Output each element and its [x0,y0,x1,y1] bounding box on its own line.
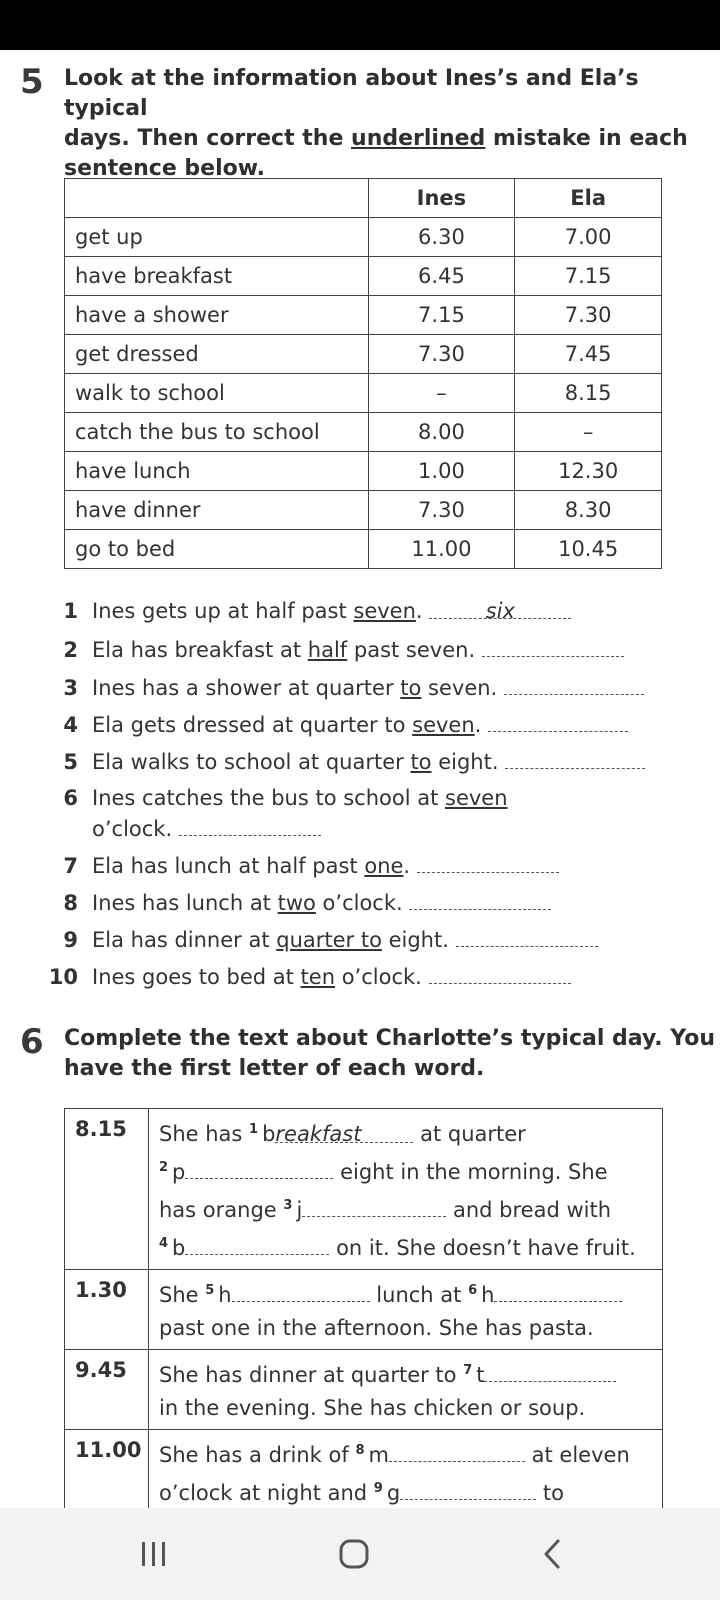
text-cell: She has dinner at quarter to $^7$ t in the evening. She has chicken or soup. [149,1350,663,1430]
time-cell: 8.15 [65,1109,149,1270]
mistake-word: seven [353,599,416,623]
table-header-row [65,179,662,218]
time-cell: 9.45 [65,1350,149,1430]
sentence-8: 8 Ines has lunch at two o’clock. [44,887,694,918]
sentence-2: 2 Ela has breakfast at half past seven. [44,634,694,665]
gap-blank[interactable] [185,1154,333,1179]
table-row [65,218,662,257]
mistake-word: seven [445,786,508,810]
ines-time-cell: 11.00 [368,530,515,569]
text-cell: She $^5$ h lunch at $^6$ h past one in the afternoon. She has pasta. [149,1270,663,1350]
ela-time-cell: – [515,413,662,452]
sentence-7: 7 Ela has lunch at half past one. [44,850,694,881]
sentence-4: 4 Ela gets dressed at quarter to seven. [44,709,694,740]
exercise-6-number: 6 [20,1022,44,1062]
instruction-line: Look at the information about Ines’s and Ela’s typical [64,66,639,121]
ines-time-cell: 8.00 [368,413,515,452]
mistake-word: half [307,638,348,662]
activity-cell: get dressed [65,335,369,374]
activity-cell: catch the bus to school [65,413,369,452]
sentence-10: 10 Ines goes to bed at ten o’clock. [44,961,694,992]
ines-time-cell: 7.15 [368,296,515,335]
table-header-cell [65,179,369,218]
table-row [65,1350,663,1430]
table-row [65,335,662,374]
activity-cell: walk to school [65,374,369,413]
time-cell: 11.00 [65,1430,149,1553]
ines-time-cell: 7.30 [368,335,515,374]
gap-blank[interactable] [302,1192,446,1217]
mistake-word: ten [300,965,336,989]
exercise-6-instruction [64,1024,715,1084]
sentence-9: 9 Ela has dinner at quarter to eight. [44,924,694,955]
gap-blank[interactable] [400,1475,536,1500]
ela-time-cell: 7.45 [515,335,662,374]
answer-blank[interactable] [505,746,645,769]
recent-apps-button[interactable] [134,1536,174,1572]
answer-blank[interactable] [504,672,644,695]
gap-blank[interactable] [484,1357,616,1382]
ela-time-cell: 12.30 [515,452,662,491]
navigation-bar [0,1508,720,1600]
gap-blank[interactable]: reakfast [275,1118,413,1143]
table-row [65,1270,663,1350]
table-row [65,296,662,335]
table-row [65,491,662,530]
ines-time-cell: – [368,374,515,413]
answer-blank[interactable] [456,924,598,947]
gap-blank[interactable] [389,1437,525,1462]
mistake-word: to [410,750,432,774]
instruction-line: have the first letter of each word. [64,1056,485,1081]
table-header-cell: Ines [368,179,515,218]
ines-time-cell: 7.30 [368,491,515,530]
sentence-5: 5 Ela walks to school at quarter to eight. [44,746,694,777]
mistake-word: quarter to [276,928,382,952]
underlined-word: underlined [351,126,486,151]
back-icon [540,1537,564,1571]
table-header-cell: Ela [515,179,662,218]
table-row [65,1109,663,1270]
gap-blank[interactable] [494,1277,622,1302]
instruction-line: sentence below. [64,156,265,181]
recent-apps-icon [139,1539,169,1569]
ines-time-cell: 1.00 [368,452,515,491]
table-row [65,452,662,491]
activity-cell: go to bed [65,530,369,569]
activity-cell: have breakfast [65,257,369,296]
ela-time-cell: 10.45 [515,530,662,569]
exercise-5-instruction [64,64,720,184]
table-row [65,257,662,296]
answer-blank[interactable] [488,709,628,732]
gap-blank[interactable] [185,1230,329,1255]
schedule-table [64,178,662,569]
sentence-6-continuation: o’clock. [44,813,694,844]
mistake-word: seven [412,713,475,737]
text-cell: She has a drink of $^8$ m at eleven o’clock at night and $^9$ g to [149,1430,663,1553]
instruction-line: Complete the text about Charlotte’s typical day. You [64,1026,715,1051]
table-row [65,413,662,452]
ela-time-cell: 7.00 [515,218,662,257]
sentence-1: 1 Ines gets up at half past seven. six [44,596,694,626]
charlotte-day-table [64,1108,663,1553]
mistake-word: one [364,854,404,878]
sentence-3: 3 Ines has a shower at quarter to seven. [44,672,694,703]
table-row [65,530,662,569]
activity-cell: get up [65,218,369,257]
answer-blank[interactable]: six [429,596,571,619]
ines-time-cell: 6.45 [368,257,515,296]
activity-cell: have dinner [65,491,369,530]
mistake-word: to [400,676,422,700]
table-row [65,374,662,413]
back-button[interactable] [534,1536,570,1572]
mistake-word: two [277,891,316,915]
home-icon [337,1537,371,1571]
ela-time-cell: 7.15 [515,257,662,296]
sentence-6: 6 Ines catches the bus to school at seven [63,786,508,810]
ela-time-cell: 8.30 [515,491,662,530]
gap-blank[interactable] [232,1277,370,1302]
answer-blank[interactable] [179,813,321,836]
text-cell: She has $^1$ breakfast at quarter $^2$ p eight in the morning. She has orange $^3$ j and bread with $^4$ b on it. She doesn’t have fruit. [149,1109,663,1270]
answer-blank[interactable] [417,850,559,873]
answer-blank[interactable] [482,634,624,657]
exercise-5-number: 5 [20,62,44,102]
activity-cell: have lunch [65,452,369,491]
instruction-line: days. Then correct the underlined mistake in each [64,126,688,151]
home-button[interactable] [332,1536,376,1572]
ela-time-cell: 7.30 [515,296,662,335]
ines-time-cell: 6.30 [368,218,515,257]
ela-time-cell: 8.15 [515,374,662,413]
time-cell: 1.30 [65,1270,149,1350]
activity-cell: have a shower [65,296,369,335]
answer-blank[interactable] [409,887,551,910]
answer-blank[interactable] [429,961,571,984]
status-bar [0,0,720,50]
